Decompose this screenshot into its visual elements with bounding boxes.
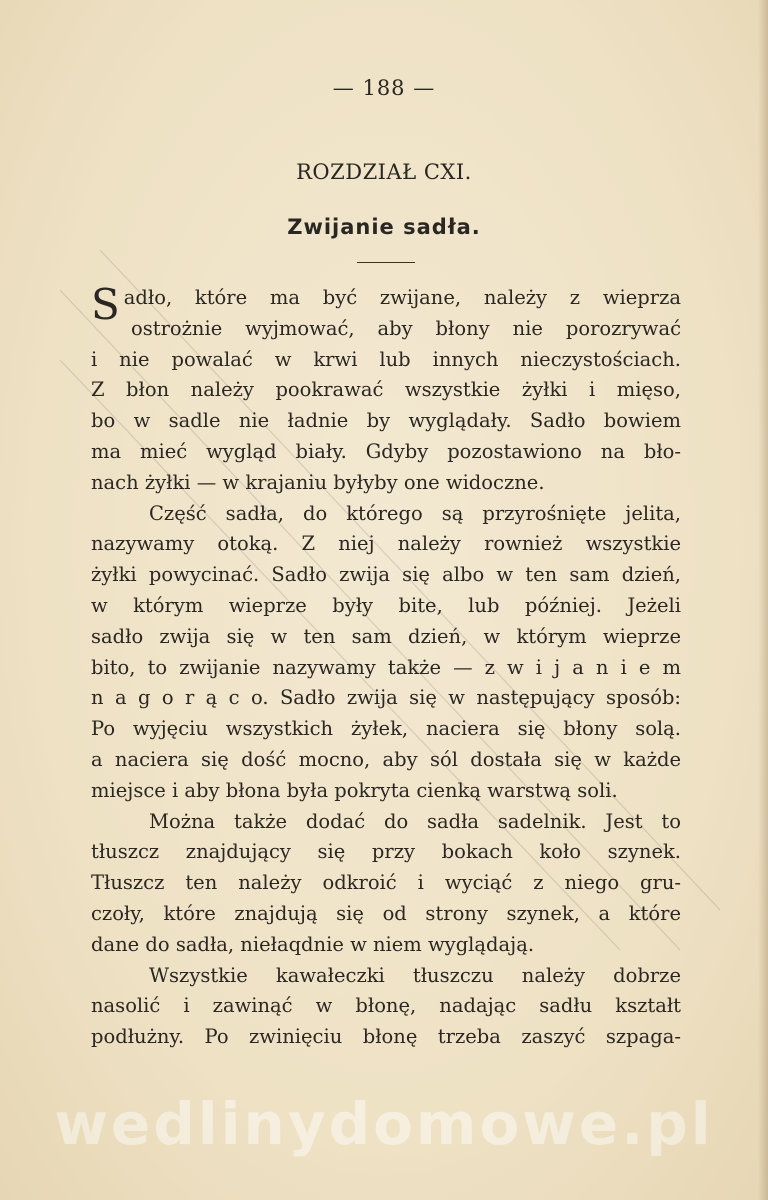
chapter-heading: ROZDZIAŁ CXI. [296,160,472,184]
text-line: żyłki powycinać. Sadło zwija się albo w ten sam dzień, [91,563,681,587]
text-line: w którym wieprze były bite, lub później. Jeżeli [91,593,681,617]
text-line: czoły, które znajdują się od strony szynek, a które [91,901,681,925]
text-line: nach żyłki — w krajaniu byłyby one widoczne. [91,470,545,494]
text-line: Wszystkie kawałeczki tłuszczu należy dobrze [149,963,681,987]
text-line: ma mieć wygląd biały. Gdyby pozostawiono na bło- [91,439,681,463]
text-line: sadło zwija się w ten sam dzień, w którym wieprze [91,624,681,648]
text-line: bo w sadle nie ładnie by wyglądały. Sadło bowiem [91,409,681,433]
text-line: nasolić i zawinąć w błonę, nadając sadłu kształt [91,994,681,1018]
text-line: ostrożnie wyjmować, aby błony nie porozrywać [131,316,681,340]
drop-cap: S [91,280,120,329]
chapter-title: Zwijanie sadła. [287,215,481,239]
text-line: Sadło, które ma być zwijane, należy z wieprza [91,280,681,329]
text-line: Z błon należy pookrawać wszystkie żyłki i mięso, [91,378,681,402]
text-line: nazywamy otoką. Z niej należy rownież wszystkie [91,532,681,556]
watermark: wedlinydomowe.pl [54,1090,714,1158]
page-number: — 188 — [332,76,436,100]
text-line: podłużny. Po zwinięciu błonę trzeba zaszyć szpaga- [91,1025,681,1049]
text-line: i nie powalać w krwi lub innych nieczystościach. [91,347,681,371]
text-line: Część sadła, do którego są przyrośnięte jelita, [149,501,681,525]
text-line: bito, to zwijanie nazywamy także — z w i j a n i e m [91,655,681,679]
body-text [91,280,681,1053]
text-line: Po wyjęciu wszystkich żyłek, naciera się błony solą. [91,717,681,741]
text-line: Można także dodać do sadła sadelnik. Jest to [149,809,681,833]
text-line: dane do sadła, niełaqdnie w niem wyglądają. [91,932,535,956]
text-line: tłuszcz znajdujący się przy bokach koło szynek. [91,840,681,864]
text-line: Tłuszcz ten należy odkroić i wyciąć z niego gru- [91,871,681,895]
text-line: miejsce i aby błona była pokryta cienką warstwą soli. [91,778,618,802]
text-line: n a g o r ą c o. Sadło zwija się w następujący sposób: [91,686,681,710]
title-divider [357,262,415,263]
text-line: a naciera się dość mocno, aby sól dostała się w każde [91,747,681,771]
